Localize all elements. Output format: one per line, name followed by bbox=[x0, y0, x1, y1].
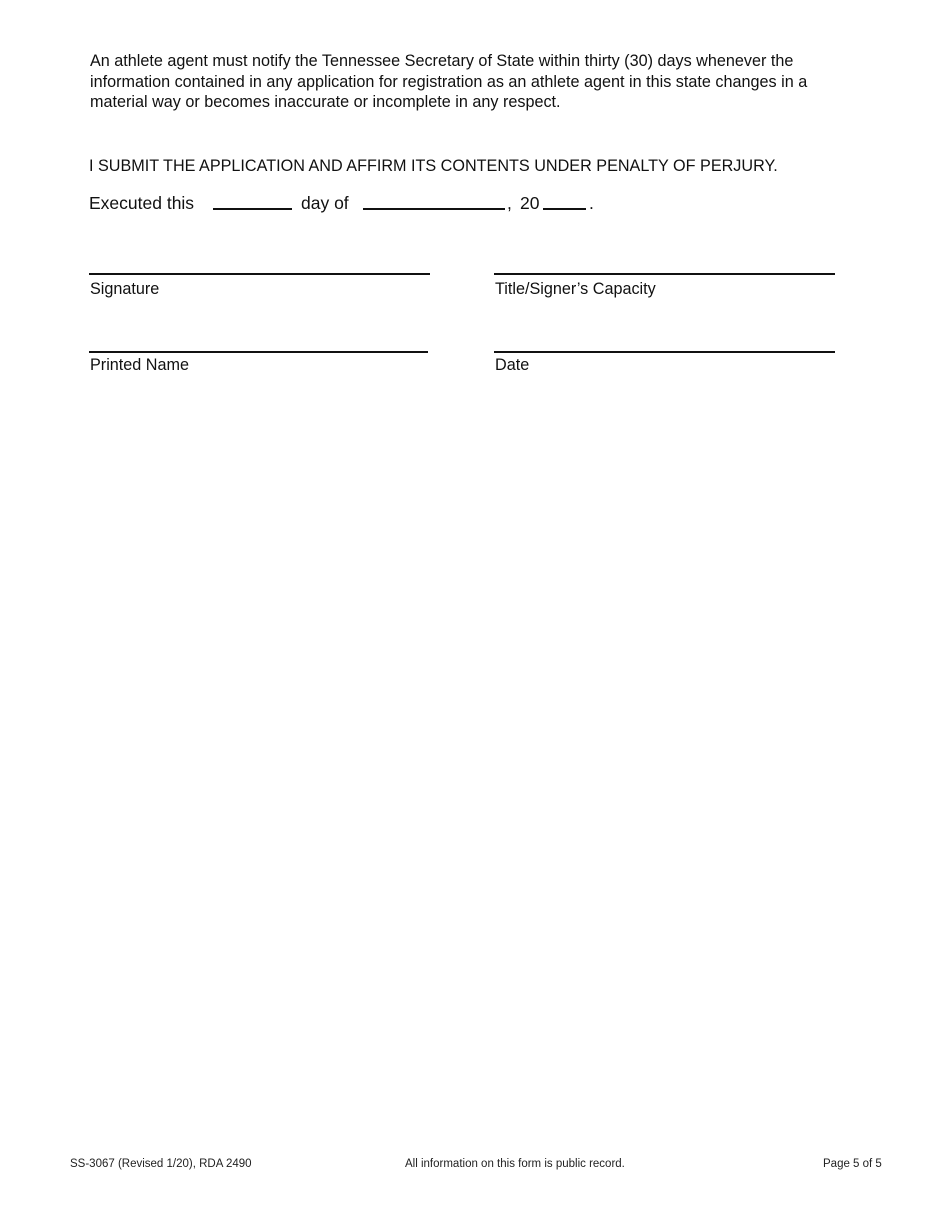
signature-label: Signature bbox=[90, 280, 160, 298]
date-line[interactable] bbox=[494, 351, 835, 353]
comma-separator: , bbox=[507, 193, 512, 213]
printed-name-line[interactable] bbox=[89, 351, 428, 353]
year-prefix: 20 bbox=[520, 193, 540, 213]
title-capacity-label: Title/Signer’s Capacity bbox=[495, 280, 656, 298]
notice-paragraph: An athlete agent must notify the Tennessee Secretary of State within thirty (30) days whenever the information contained in any application for registration as an athlete agent in this state changes in a material way or becomes inaccurate or incomplete in any respect. bbox=[90, 52, 808, 111]
printed-name-label: Printed Name bbox=[90, 356, 189, 374]
executed-this-label: Executed this bbox=[89, 193, 195, 213]
affirmation-statement: I SUBMIT THE APPLICATION AND AFFIRM ITS CONTENTS UNDER PENALTY OF PERJURY. bbox=[89, 157, 778, 175]
signature-line[interactable] bbox=[89, 273, 430, 275]
footer-form-id: SS-3067 (Revised 1/20), RDA 2490 bbox=[70, 1158, 252, 1170]
day-of-label: day of bbox=[301, 193, 349, 213]
footer-public-record: All information on this form is public record. bbox=[405, 1158, 625, 1170]
period-mark: . bbox=[589, 193, 594, 213]
month-blank-field[interactable] bbox=[363, 208, 505, 210]
year-blank-field[interactable] bbox=[543, 208, 586, 210]
date-label: Date bbox=[495, 356, 530, 374]
footer-page-number: Page 5 of 5 bbox=[823, 1158, 882, 1170]
day-blank-field[interactable] bbox=[213, 208, 292, 210]
title-capacity-line[interactable] bbox=[494, 273, 835, 275]
